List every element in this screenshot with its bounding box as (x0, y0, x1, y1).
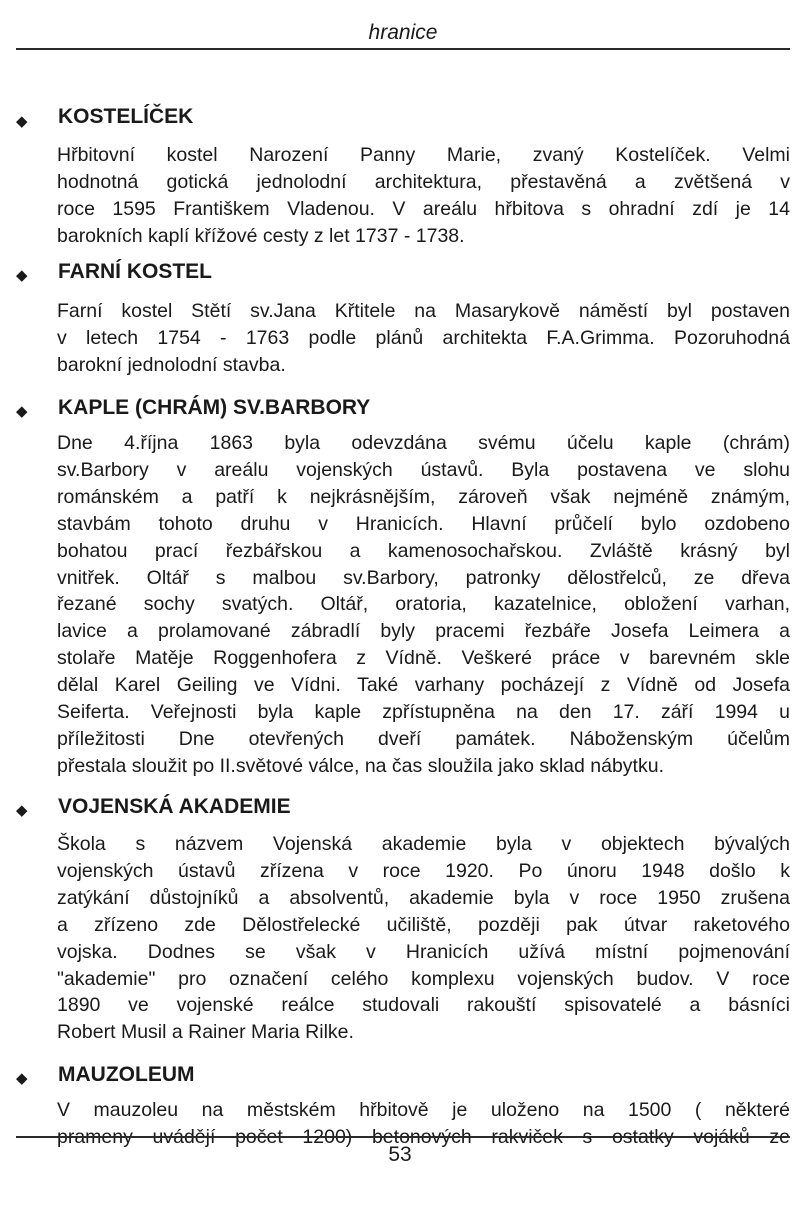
body-line: roce 1595 Františkem Vladenou. V areálu hřbitova s ohradní zdí je 14 (57, 197, 790, 220)
body-line: Farní kostel Stětí sv.Jana Křtitele na Masarykově náměstí byl postaven (57, 300, 790, 322)
bullet-icon: ◆ (16, 403, 28, 420)
body-line: a zřízeno zde Dělostřelecké učiliště, později pak útvar raketového (57, 913, 790, 936)
body-line: v letech 1754 - 1763 podle plánů architekta F.A.Grimma. Pozoruhodná (57, 326, 790, 349)
body-line: vojska. Dodnes se však v Hranicích užívá místní pojmenování (57, 940, 790, 963)
body-line: řezané sochy svatých. Oltář, oratoria, kazatelnice, obložení varhan, (57, 593, 790, 616)
bullet-icon: ◆ (16, 113, 28, 130)
section-heading: KOSTELÍČEK (58, 105, 194, 128)
section-heading: MAUZOLEUM (58, 1063, 195, 1086)
body-line: příležitosti Dne otevřených dveří památek. Náboženským účelům (57, 727, 790, 750)
header-rule (16, 48, 790, 50)
bullet-icon: ◆ (16, 1070, 28, 1087)
bullet-icon: ◆ (16, 802, 28, 819)
body-line: V mauzoleu na městském hřbitově je uloženo na 1500 ( některé (57, 1099, 790, 1121)
body-line: sv.Barbory v areálu vojenských ústavů. Byla postavena ve slohu (57, 458, 790, 481)
body-line: prameny uvádějí počet 1200) betonových rakviček s ostatky vojáků ze (57, 1125, 790, 1148)
body-line: Škola s názvem Vojenská akademie byla v objektech bývalých (57, 833, 790, 855)
footer-rule (16, 1136, 790, 1138)
section-body (57, 430, 790, 780)
running-header: hranice (368, 21, 438, 44)
section-heading: KAPLE (CHRÁM) SV.BARBORY (58, 396, 371, 419)
body-line: vnitřek. Oltář s malbou sv.Barbory, patronky dělostřelců, ze dřeva (57, 566, 790, 589)
body-line: 1890 ve vojenské reálce studovali rakouští spisovatelé a básníci (57, 994, 790, 1017)
body-line: Dne 4.října 1863 byla odevzdána svému účelu kaple (chrám) (57, 432, 790, 454)
bullet-icon: ◆ (16, 267, 28, 284)
body-line: bohatou prací řezbářskou a kamenosochařskou. Zvláště krásný byl (57, 539, 790, 562)
body-line: stolaře Matěje Roggenhofera z Vídně. Veškeré práce v barevném skle (57, 647, 790, 670)
section-body (57, 142, 790, 250)
section-body (57, 298, 790, 379)
body-line: dělal Karel Geiling ve Vídni. Také varhany pocházejí z Vídně od Josefa (57, 674, 790, 697)
section-heading: FARNÍ KOSTEL (58, 260, 213, 283)
body-line: "akademie" pro označení celého komplexu vojenských budov. V roce (57, 967, 790, 990)
body-line: lavice a prolamované zábradlí byly pracemi řezbáře Josefa Leimera a (57, 620, 790, 643)
body-line: vojenských ústavů zřízena v roce 1920. Po únoru 1948 došlo k (57, 859, 790, 882)
body-line: barokní jednolodní stavba. (57, 353, 286, 376)
body-line: zatýkání důstojníků a absolventů, akademie byla v roce 1950 zrušena (57, 886, 790, 909)
section-heading: VOJENSKÁ AKADEMIE (58, 795, 291, 818)
body-line: Hřbitovní kostel Narození Panny Marie, zvaný Kostelíček. Velmi (57, 144, 790, 166)
body-line: hodnotná gotická jednolodní architektura, přestavěná a zvětšená v (57, 170, 790, 193)
page-number: 53 (388, 1143, 412, 1166)
body-line: stavbám tohoto druhu v Hranicích. Hlavní průčelí bylo ozdobeno (57, 512, 790, 535)
section-body (57, 831, 790, 1046)
body-line: Robert Musil a Rainer Maria Rilke. (57, 1021, 354, 1044)
body-line: Seiferta. Veřejnosti byla kaple zpřístupněna na den 17. září 1994 u (57, 701, 790, 724)
body-line: přestala sloužit po II.světové válce, na čas sloužila jako sklad nábytku. (57, 754, 664, 777)
body-line: barokních kaplí křížové cesty z let 1737 - 1738. (57, 224, 465, 247)
body-line: románském a patří k nejkrásnějším, zároveň však nejméně známým, (57, 485, 790, 508)
